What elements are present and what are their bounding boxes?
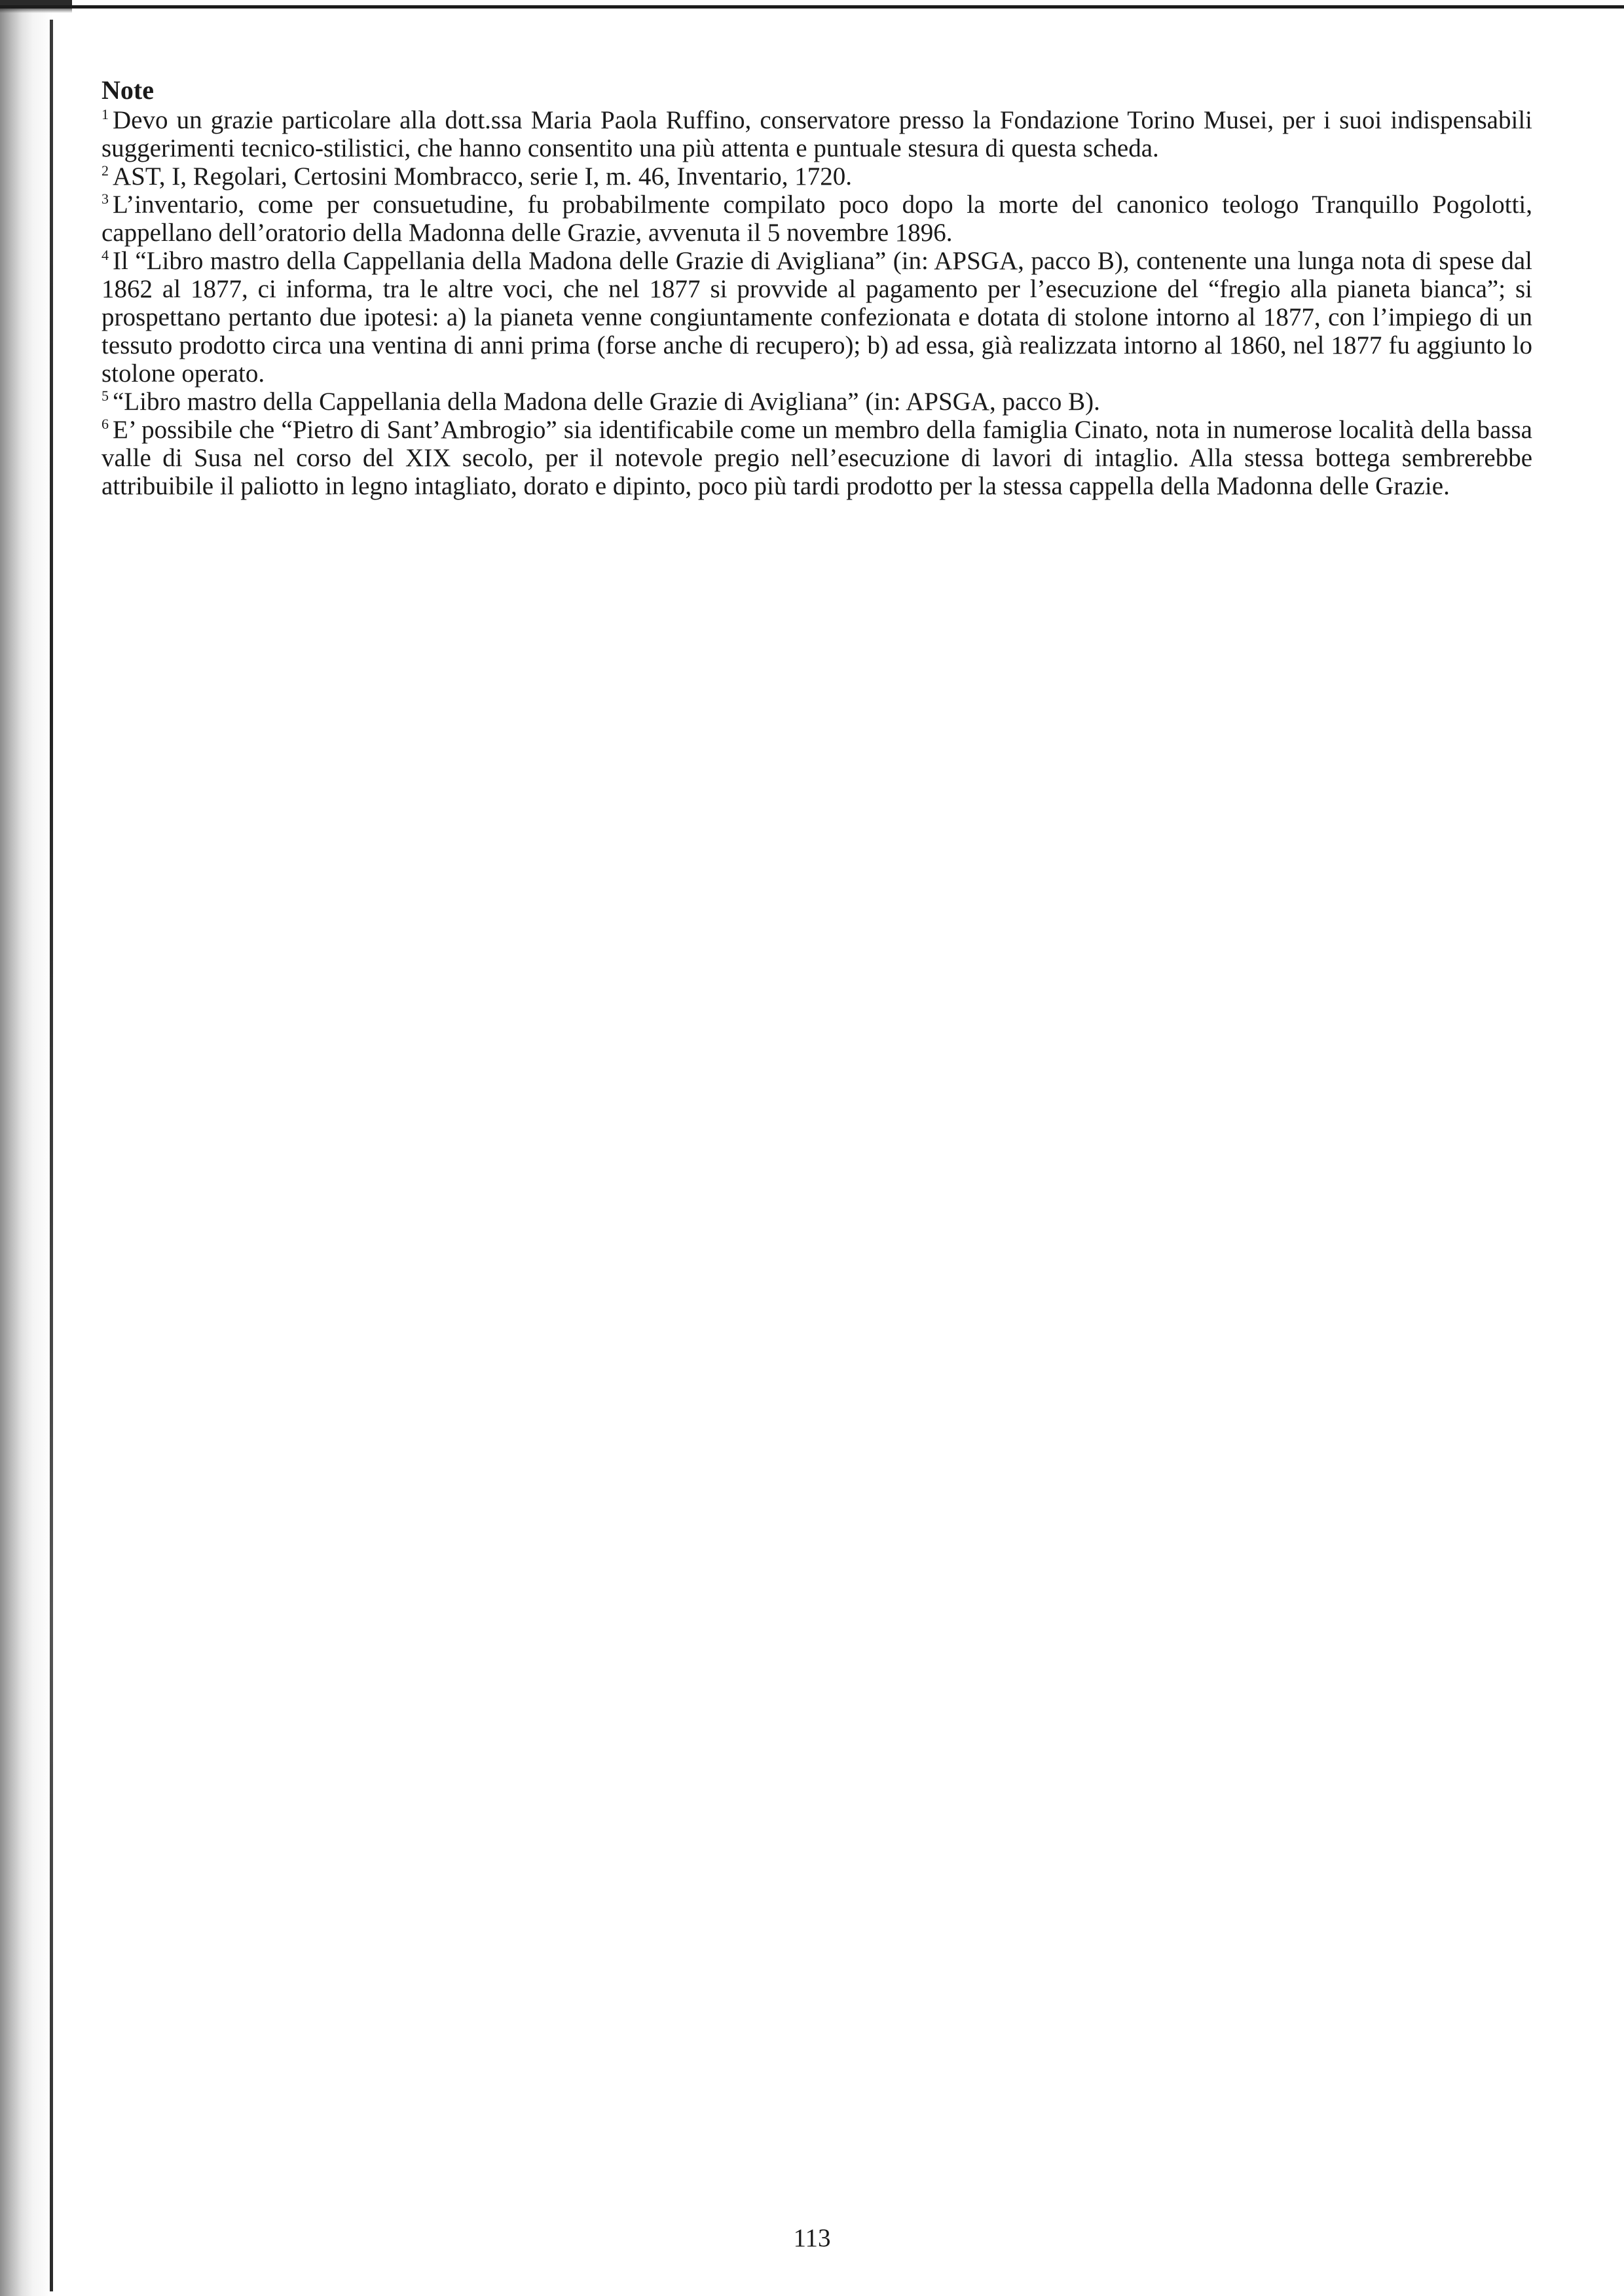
- footnote-text: Il “Libro mastro della Cappellania della Madona delle Grazie di Avigliana” (in: APSGA, pacco B), contenente una lunga nota di spese dal 1862 al 1877, ci informa, tra le altre voci, che nel 1877 si provvide al pagamento per l’esecuzione del “fregio alla pianeta bianca”; si prospettano pertanto due ipotesi: a) la pianeta venne congiuntamente confezionata e dotata di stolone intorno al 1877, con l’impiego di un tessuto prodotto circa una ventina di anni prima (forse anche di recupero); b) ad essa, già realizzata intorno al 1860, nel 1877 fu aggiunto lo stolone operato.: [101, 247, 1532, 388]
- footnote-2: [101, 162, 1532, 191]
- footnote-number: 2: [101, 162, 109, 179]
- binding-line: [50, 20, 53, 2291]
- footnote-number: 4: [101, 247, 109, 263]
- footnote-text: E’ possibile che “Pietro di Sant’Ambrogio” sia identificabile come un membro della famiglia Cinato, nota in numerose località della bassa valle di Susa nel corso del XIX secolo, per il notevole pregio nell’esecuzione di lavori di intaglio. Alla stessa bottega sembrerebbe attribuibile il paliotto in legno intagliato, dorato e dipinto, poco più tardi prodotto per la stessa cappella della Madonna delle Grazie.: [101, 416, 1532, 500]
- footnote-6: [101, 416, 1532, 500]
- footnote-text: Devo un grazie particolare alla dott.ssa Maria Paola Ruffino, conservatore presso la Fondazione Torino Musei, per i suoi indispensabili suggerimenti tecnico-stilistici, che hanno consentito una più attenta e puntuale stesura di questa scheda.: [101, 106, 1532, 162]
- top-rule: [0, 5, 1624, 9]
- footnote-4: [101, 247, 1532, 388]
- footnote-number: 3: [101, 191, 109, 207]
- footnote-1: [101, 106, 1532, 162]
- footnote-number: 6: [101, 416, 109, 432]
- footnote-text: “Libro mastro della Cappellania della Madona delle Grazie di Avigliana” (in: APSGA, pacco B).: [113, 388, 1100, 416]
- binding-shadow: [0, 0, 52, 2296]
- notes-section: [101, 76, 1532, 500]
- footnote-text: L’inventario, come per consuetudine, fu probabilmente compilato poco dopo la morte del canonico teologo Tranquillo Pogolotti, cappellano dell’oratorio della Madonna delle Grazie, avvenuta il 5 novembre 1896.: [101, 191, 1532, 247]
- footnote-number: 1: [101, 106, 109, 122]
- footnote-3: [101, 191, 1532, 247]
- footnote-number: 5: [101, 388, 109, 404]
- footnote-text: AST, I, Regolari, Certosini Mombracco, serie I, m. 46, Inventario, 1720.: [113, 162, 852, 191]
- footnote-5: [101, 388, 1532, 416]
- page-number: 113: [793, 2224, 831, 2252]
- notes-heading: Note: [101, 75, 154, 105]
